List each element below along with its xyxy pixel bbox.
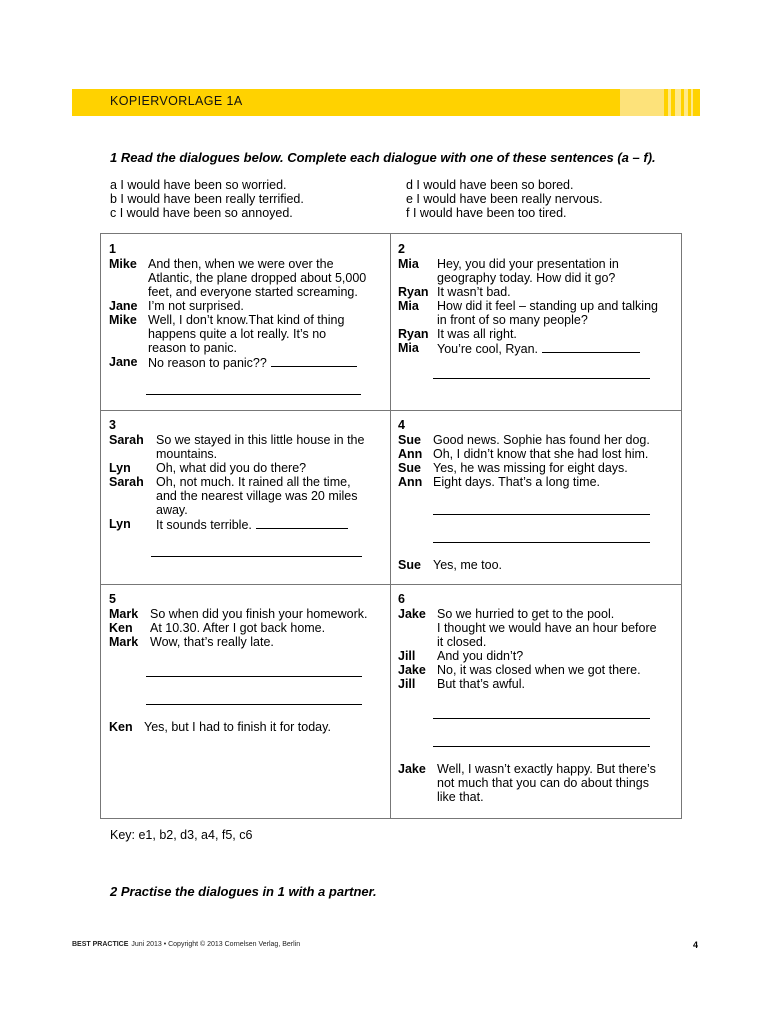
option-c: c I would have been so annoyed.	[110, 206, 293, 220]
dialogue-text: I’m not surprised.	[148, 299, 244, 313]
page-number: 4	[693, 940, 699, 950]
speaker-jane: Jane	[109, 355, 138, 369]
dialogue-text: Oh, I didn’t know that she had lost him.	[433, 447, 649, 461]
dialogue-text: I thought we would have an hour before	[437, 621, 657, 635]
footer-copyright: Juni 2013 • Copyright © 2013 Cornelsen Verlag, Berlin	[131, 941, 301, 948]
answer-line[interactable]	[151, 556, 362, 557]
answer-line[interactable]	[146, 704, 362, 705]
speaker-mark: Mark	[109, 635, 139, 649]
dialogue-number: 1	[109, 242, 116, 256]
dialogue-number: 5	[109, 592, 116, 606]
dialogue-text: Good news. Sophie has found her dog.	[433, 433, 650, 447]
grid-divider-vertical	[390, 234, 391, 818]
dialogue-text: geography today. How did it go?	[437, 271, 616, 285]
speaker-ryan: Ryan	[398, 285, 429, 299]
dialogue-text: Oh, not much. It rained all the time,	[156, 475, 351, 489]
dialogue-text: Eight days. That’s a long time.	[433, 475, 600, 489]
dialogue-text: Yes, but I had to finish it for today.	[144, 720, 331, 734]
dialogue-number: 2	[398, 242, 405, 256]
dialogue-text: mountains.	[156, 447, 218, 461]
answer-key: Key: e1, b2, d3, a4, f5, c6	[110, 828, 253, 842]
options-left	[110, 178, 304, 220]
dialogue-text: So we stayed in this little house in the	[156, 433, 365, 447]
task1-instruction: 1 Read the dialogues below. Complete each dialogue with one of these sentences (a – f).	[110, 150, 656, 165]
dialogue-number: 3	[109, 418, 116, 432]
dialogue-text: So when did you finish your homework.	[150, 607, 368, 621]
dialogue-5-reply	[109, 720, 384, 734]
dialogue-4-reply	[398, 558, 678, 572]
dialogue-4	[398, 418, 678, 489]
speaker-mia: Mia	[398, 341, 419, 355]
dialogue-text: and the nearest village was 20 miles	[156, 489, 358, 503]
dialogue-number: 4	[398, 418, 405, 432]
option-f: f I would have been too tired.	[406, 206, 567, 220]
dialogue-text: How did it feel – standing up and talking	[437, 299, 658, 313]
dialogue-text: like that.	[437, 790, 484, 804]
dialogue-text: So we hurried to get to the pool.	[437, 607, 615, 621]
speaker-ryan: Ryan	[398, 327, 429, 341]
speaker-ken: Ken	[109, 621, 133, 635]
speaker-ann: Ann	[398, 475, 423, 489]
answer-line[interactable]	[433, 746, 650, 747]
dialogue-text: Oh, what did you do there?	[156, 461, 307, 475]
speaker-ann: Ann	[398, 447, 423, 461]
answer-line[interactable]	[146, 676, 362, 677]
answer-blank[interactable]	[542, 341, 640, 353]
answer-line[interactable]	[433, 718, 650, 719]
dialogue-text: it closed.	[437, 635, 487, 649]
speaker-ken: Ken	[109, 720, 133, 734]
dialogue-6-reply	[398, 762, 678, 804]
speaker-mia: Mia	[398, 299, 419, 313]
dialogue-text: It was all right.	[437, 327, 517, 341]
grid-divider-row-2	[101, 584, 681, 585]
option-b: b I would have been really terrified.	[110, 192, 304, 206]
dialogue-text: away.	[156, 503, 188, 517]
dialogue-text: not much that you can do about things	[437, 776, 649, 790]
dialogue-text: But that’s awful.	[437, 677, 526, 691]
answer-blank[interactable]	[271, 355, 357, 367]
dialogue-text: Yes, me too.	[433, 558, 503, 572]
speaker-mia: Mia	[398, 257, 419, 271]
speaker-jake: Jake	[398, 762, 426, 776]
grid-divider-row-1	[101, 410, 681, 411]
speaker-sarah: Sarah	[109, 433, 144, 447]
speaker-mike: Mike	[109, 313, 137, 327]
answer-line[interactable]	[433, 542, 650, 543]
option-a: a I would have been so worried.	[110, 178, 287, 192]
speaker-sarah: Sarah	[109, 475, 144, 489]
speaker-jake: Jake	[398, 607, 426, 621]
answer-line[interactable]	[433, 514, 650, 515]
speaker-jake: Jake	[398, 663, 426, 677]
footer	[72, 941, 300, 948]
dialogue-text: Well, I wasn’t exactly happy. But there’s	[437, 762, 656, 776]
dialogue-text: And then, when we were over the	[148, 257, 334, 271]
dialogue-text: happens quite a lot really. It’s no	[148, 327, 327, 341]
speaker-sue: Sue	[398, 433, 421, 447]
dialogue-text: It sounds terrible.	[156, 518, 252, 532]
dialogue-text: feet, and everyone started screaming.	[148, 285, 358, 299]
dialogue-6	[398, 592, 678, 691]
answer-blank[interactable]	[256, 517, 348, 529]
page-title: KOPIERVORLAGE 1A	[110, 94, 243, 108]
dialogue-text: Well, I don’t know.That kind of thing	[148, 313, 345, 327]
dialogue-text: And you didn’t?	[437, 649, 524, 663]
dialogue-1	[109, 242, 384, 370]
dialogue-text: It wasn’t bad.	[437, 285, 511, 299]
option-e: e I would have been really nervous.	[406, 192, 603, 206]
answer-line[interactable]	[146, 394, 361, 395]
dialogue-grid	[100, 233, 682, 819]
footer-brand: BEST PRACTICE	[72, 941, 129, 948]
options-right	[406, 178, 603, 220]
dialogue-text: Atlantic, the plane dropped about 5,000	[148, 271, 367, 285]
speaker-jane: Jane	[109, 299, 138, 313]
option-d: d I would have been so bored.	[406, 178, 574, 192]
dialogue-text: reason to panic.	[148, 341, 237, 355]
speaker-sue: Sue	[398, 461, 421, 475]
dialogue-text: in front of so many people?	[437, 313, 588, 327]
dialogue-text: You’re cool, Ryan.	[437, 342, 538, 356]
speaker-jill: Jill	[398, 677, 416, 691]
dialogue-number: 6	[398, 592, 405, 606]
dialogue-text: No, it was closed when we got there.	[437, 663, 641, 677]
speaker-mike: Mike	[109, 257, 137, 271]
dialogue-5	[109, 592, 384, 649]
speaker-lyn: Lyn	[109, 517, 131, 531]
task2-instruction: 2 Practise the dialogues in 1 with a partner.	[110, 884, 377, 899]
speaker-mark: Mark	[109, 607, 139, 621]
decorative-stripes	[620, 89, 700, 116]
speaker-jill: Jill	[398, 649, 416, 663]
dialogue-text: At 10.30. After I got back home.	[150, 621, 326, 635]
speaker-sue: Sue	[398, 558, 421, 572]
dialogue-text: Wow, that’s really late.	[150, 635, 274, 649]
dialogue-text: Hey, you did your presentation in	[437, 257, 619, 271]
speaker-lyn: Lyn	[109, 461, 131, 475]
dialogue-2	[398, 242, 678, 356]
dialogue-text: No reason to panic??	[148, 356, 267, 370]
answer-line[interactable]	[433, 378, 650, 379]
dialogue-text: Yes, he was missing for eight days.	[433, 461, 628, 475]
dialogue-3	[109, 418, 384, 532]
header-band	[72, 89, 700, 116]
